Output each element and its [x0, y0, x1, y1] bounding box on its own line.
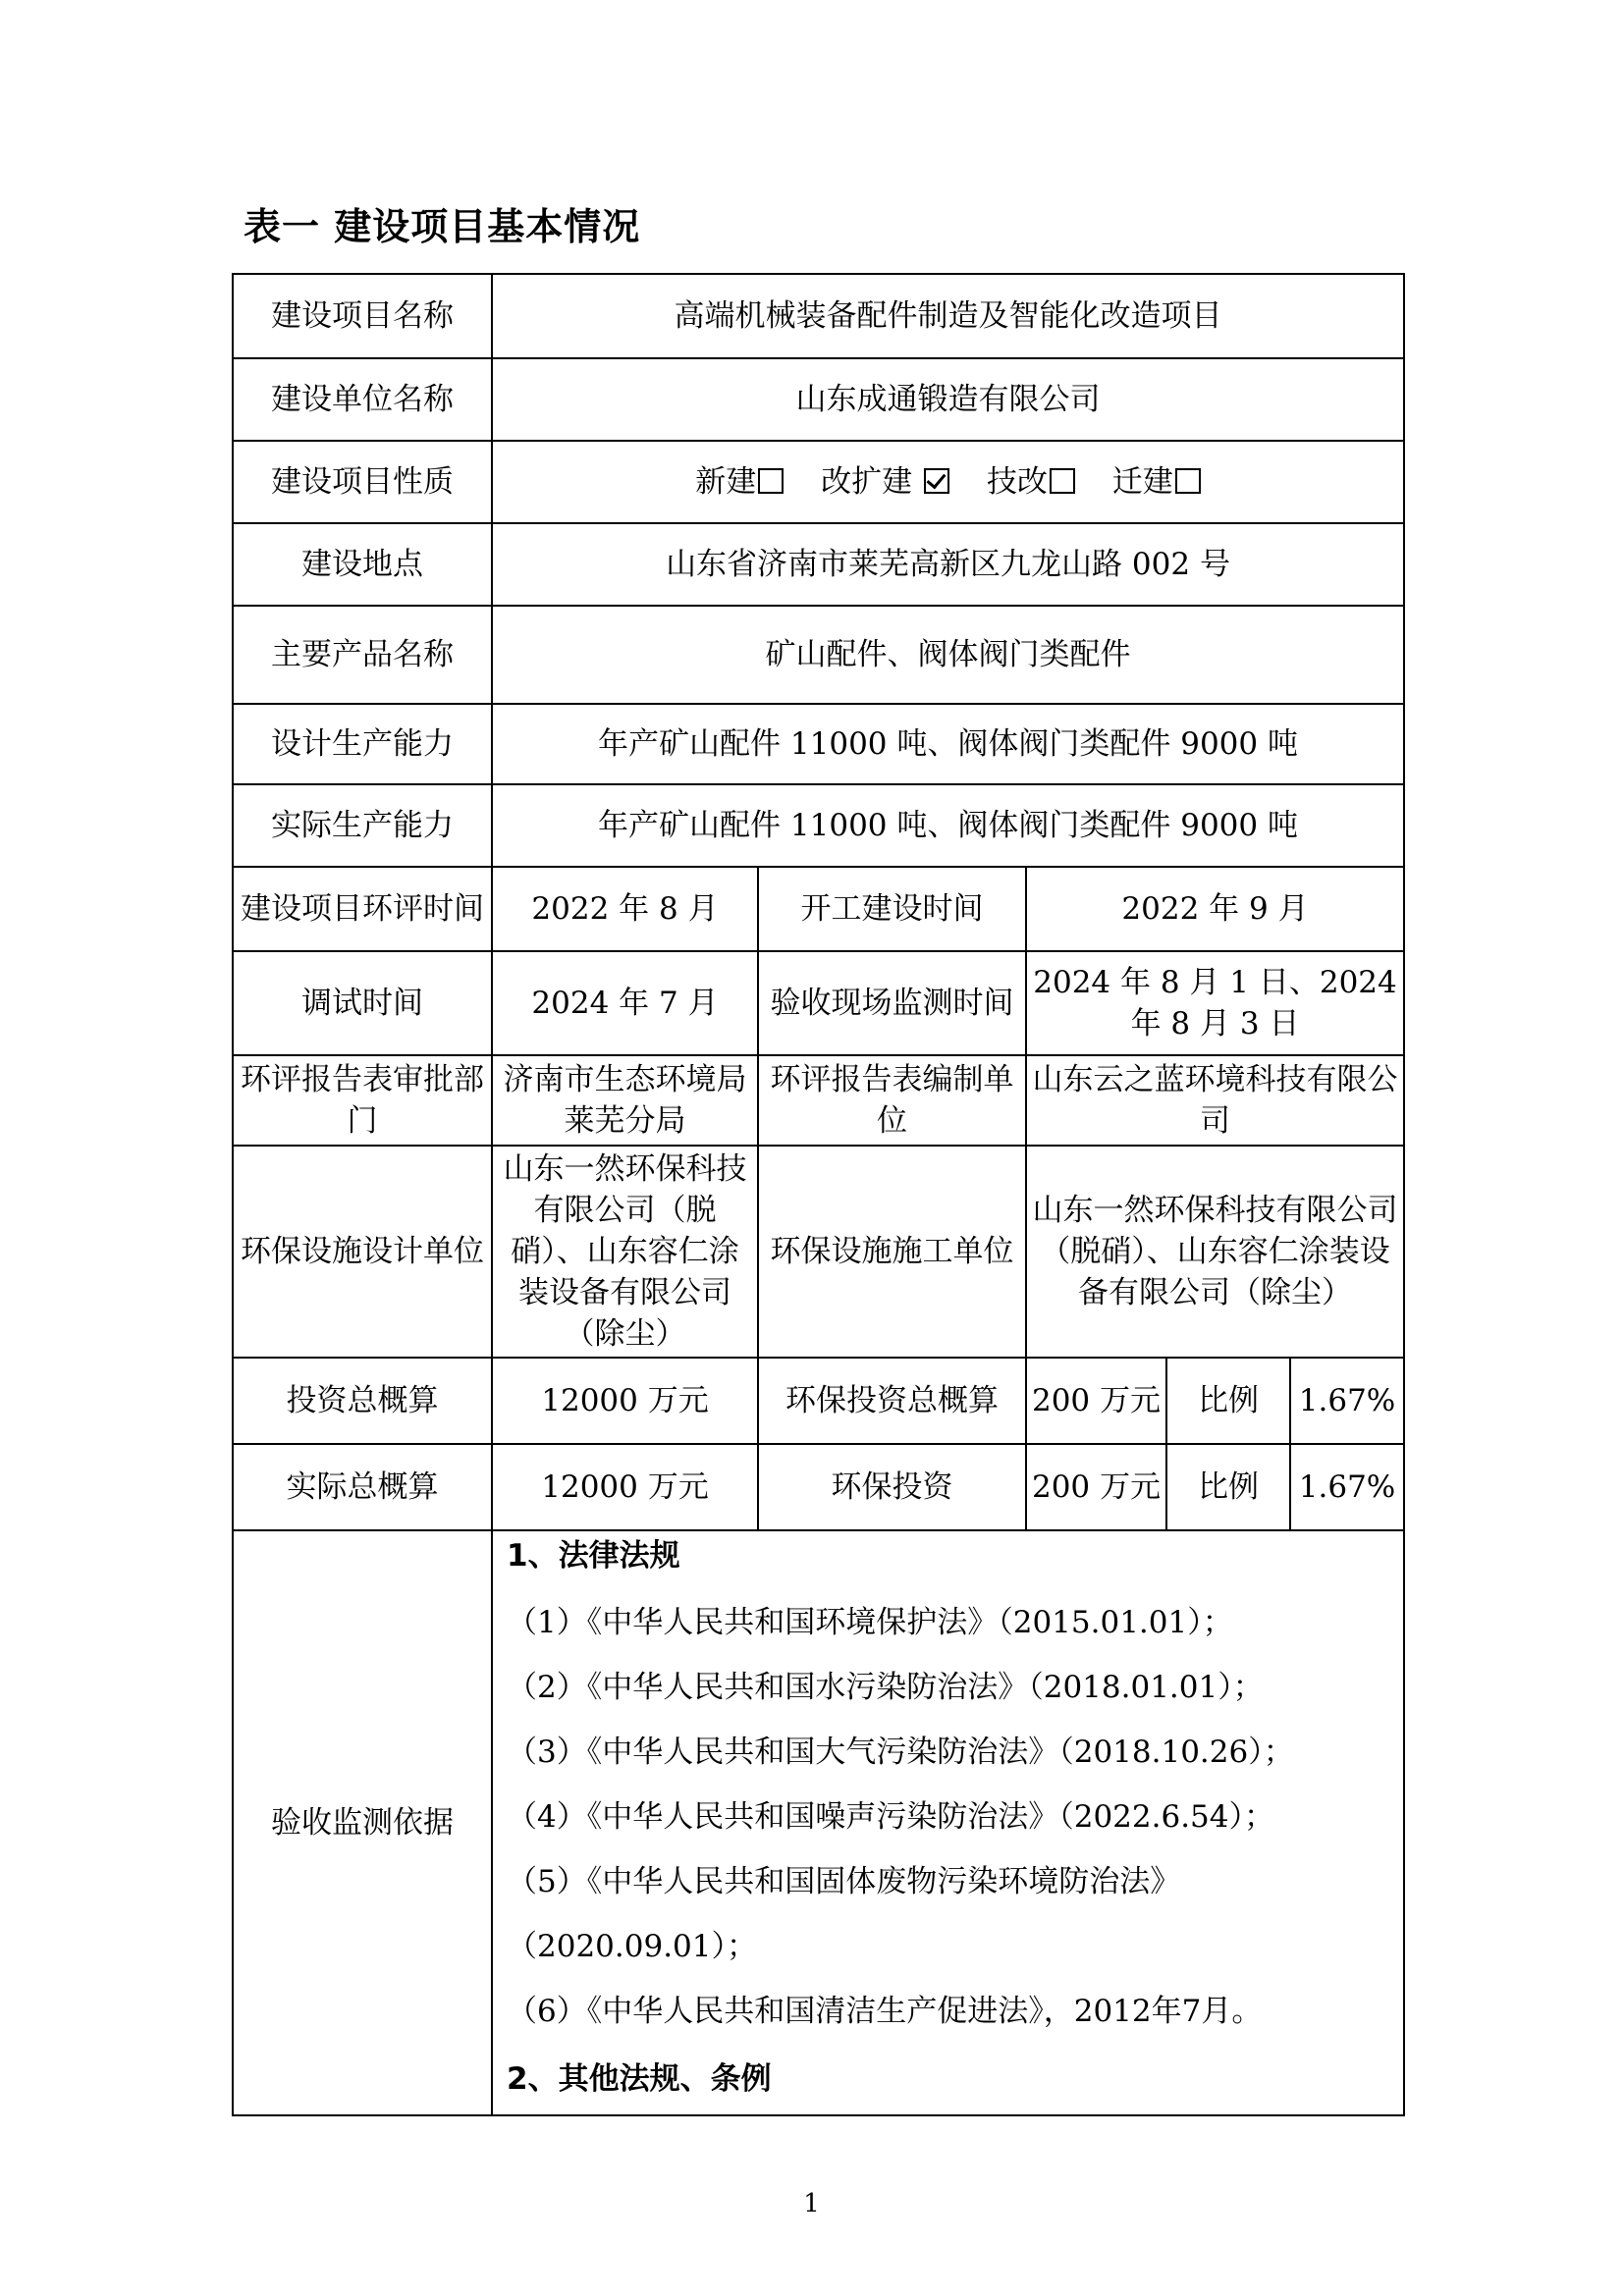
construction-start-label: 开工建设时间: [758, 867, 1026, 951]
option-upgrade-checkbox[interactable]: [1050, 468, 1075, 494]
basis-content: [492, 1530, 1404, 2115]
actual-capacity-label: 实际生产能力: [233, 784, 492, 867]
basis-item: （6）《中华人民共和国清洁生产促进法》，2012年7月。: [507, 1994, 1263, 2029]
row-basis: [233, 1530, 1404, 2115]
products-label: 主要产品名称: [233, 606, 492, 704]
basis-heading-other: 2、其他法规、条例: [507, 2061, 772, 2097]
row-nature: [233, 441, 1404, 523]
row-unit-name: [233, 358, 1404, 441]
eia-time-label: 建设项目环评时间: [233, 867, 492, 951]
env-investment-label: 环保投资总概算: [758, 1358, 1026, 1444]
investment-value: 12000 万元: [492, 1358, 758, 1444]
actual-env-investment-label: 环保投资: [758, 1444, 1026, 1530]
actual-ratio-value: 1.67%: [1290, 1444, 1404, 1530]
monitoring-time-value: 2024 年 8 月 1 日、2024 年 8 月 3 日: [1026, 951, 1404, 1055]
design-capacity-label: 设计生产能力: [233, 704, 492, 784]
actual-investment-value: 12000 万元: [492, 1444, 758, 1530]
page-title: 表一 建设项目基本情况: [243, 205, 641, 248]
construction-start-value: 2022 年 9 月: [1026, 867, 1404, 951]
actual-ratio-label: 比例: [1166, 1444, 1290, 1530]
nature-label: 建设项目性质: [233, 441, 492, 523]
row-approval: [233, 1055, 1404, 1146]
monitoring-time-label: 验收现场监测时间: [758, 951, 1026, 1055]
row-facility-design: [233, 1146, 1404, 1358]
basis-item: （1）《中华人民共和国环境保护法》（2015.01.01）；: [507, 1605, 1233, 1640]
eia-time-value: 2022 年 8 月: [492, 867, 758, 951]
facility-design-value: 山东一然环保科技有限公司（脱硝）、山东容仁涂装设备有限公司（除尘）: [492, 1146, 758, 1358]
basis-item: （5）《中华人民共和国固体废物污染环境防治法》: [507, 1864, 1181, 1899]
project-name-value: 高端机械装备配件制造及智能化改造项目: [492, 274, 1404, 358]
project-info-table: [232, 273, 1405, 2116]
row-debug-time: [233, 951, 1404, 1055]
row-design-capacity: [233, 704, 1404, 784]
row-actual-investment: [233, 1444, 1404, 1530]
report-unit-value: 山东云之蓝环境科技有限公司: [1026, 1055, 1404, 1146]
env-investment-value: 200 万元: [1026, 1358, 1166, 1444]
products-value: 矿山配件、阀体阀门类配件: [492, 606, 1404, 704]
actual-capacity-value: 年产矿山配件 11000 吨、阀体阀门类配件 9000 吨: [492, 784, 1404, 867]
location-label: 建设地点: [233, 523, 492, 606]
ratio-label: 比例: [1166, 1358, 1290, 1444]
nature-options: [492, 441, 1404, 523]
report-unit-label: 环评报告表编制单位: [758, 1055, 1026, 1146]
unit-name-label: 建设单位名称: [233, 358, 492, 441]
basis-heading-laws: 1、法律法规: [507, 1538, 680, 1574]
basis-item: （2）《中华人民共和国水污染防治法》（2018.01.01）；: [507, 1670, 1264, 1705]
approval-dept-value: 济南市生态环境局莱芜分局: [492, 1055, 758, 1146]
row-eia-time: [233, 867, 1404, 951]
actual-env-investment-value: 200 万元: [1026, 1444, 1166, 1530]
row-project-name: [233, 274, 1404, 358]
basis-item: （4）《中华人民共和国噪声污染防治法》（2022.6.54）；: [507, 1799, 1274, 1835]
investment-label: 投资总概算: [233, 1358, 492, 1444]
option-relocate-label: 迁建: [1111, 464, 1173, 500]
option-expand-label: 改扩建: [821, 464, 913, 500]
option-new-checkbox[interactable]: [758, 468, 784, 494]
row-products: [233, 606, 1404, 704]
page-number: 1: [803, 2189, 820, 2218]
row-actual-capacity: [233, 784, 1404, 867]
row-location: [233, 523, 1404, 606]
project-name-label: 建设项目名称: [233, 274, 492, 358]
basis-item: （2020.09.01）；: [507, 1929, 757, 1964]
design-capacity-value: 年产矿山配件 11000 吨、阀体阀门类配件 9000 吨: [492, 704, 1404, 784]
option-upgrade-label: 技改: [986, 464, 1048, 500]
row-investment: [233, 1358, 1404, 1444]
actual-investment-label: 实际总概算: [233, 1444, 492, 1530]
basis-label: 验收监测依据: [233, 1530, 492, 2115]
facility-design-label: 环保设施设计单位: [233, 1146, 492, 1358]
facility-construction-value: 山东一然环保科技有限公司（脱硝）、山东容仁涂装设备有限公司（除尘）: [1026, 1146, 1404, 1358]
facility-construction-label: 环保设施施工单位: [758, 1146, 1026, 1358]
option-new-label: 新建: [695, 464, 757, 500]
unit-name-value: 山东成通锻造有限公司: [492, 358, 1404, 441]
basis-item: （3）《中华人民共和国大气污染防治法》（2018.10.26）；: [507, 1735, 1294, 1770]
approval-dept-label: 环评报告表审批部门: [233, 1055, 492, 1146]
ratio-value: 1.67%: [1290, 1358, 1404, 1444]
option-relocate-checkbox[interactable]: [1175, 468, 1201, 494]
location-value: 山东省济南市莱芜高新区九龙山路 002 号: [492, 523, 1404, 606]
option-expand-checkbox[interactable]: [924, 468, 949, 494]
debug-time-value: 2024 年 7 月: [492, 951, 758, 1055]
debug-time-label: 调试时间: [233, 951, 492, 1055]
